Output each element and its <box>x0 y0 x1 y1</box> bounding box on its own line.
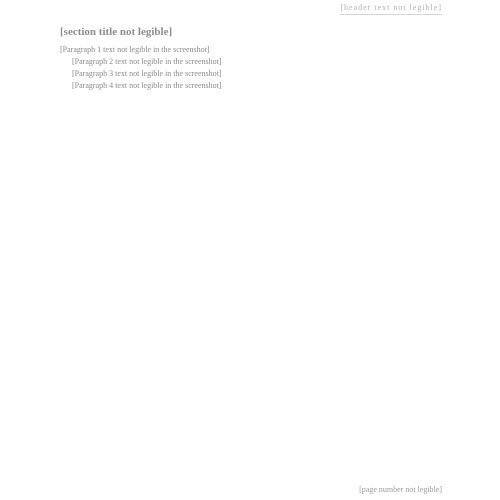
page-number: [page number not legible] <box>359 485 442 494</box>
body-text <box>60 44 440 469</box>
paragraph: [Paragraph 3 text not legible in the screenshot] <box>72 69 222 78</box>
paragraph: [Paragraph 1 text not legible in the screenshot] <box>60 45 210 54</box>
running-header: [header text not legible] <box>340 3 442 15</box>
paragraph: [Paragraph 4 text not legible in the screenshot] <box>72 81 222 90</box>
section-title: [section title not legible] <box>60 26 173 38</box>
paragraph: [Paragraph 2 text not legible in the screenshot] <box>72 57 222 66</box>
